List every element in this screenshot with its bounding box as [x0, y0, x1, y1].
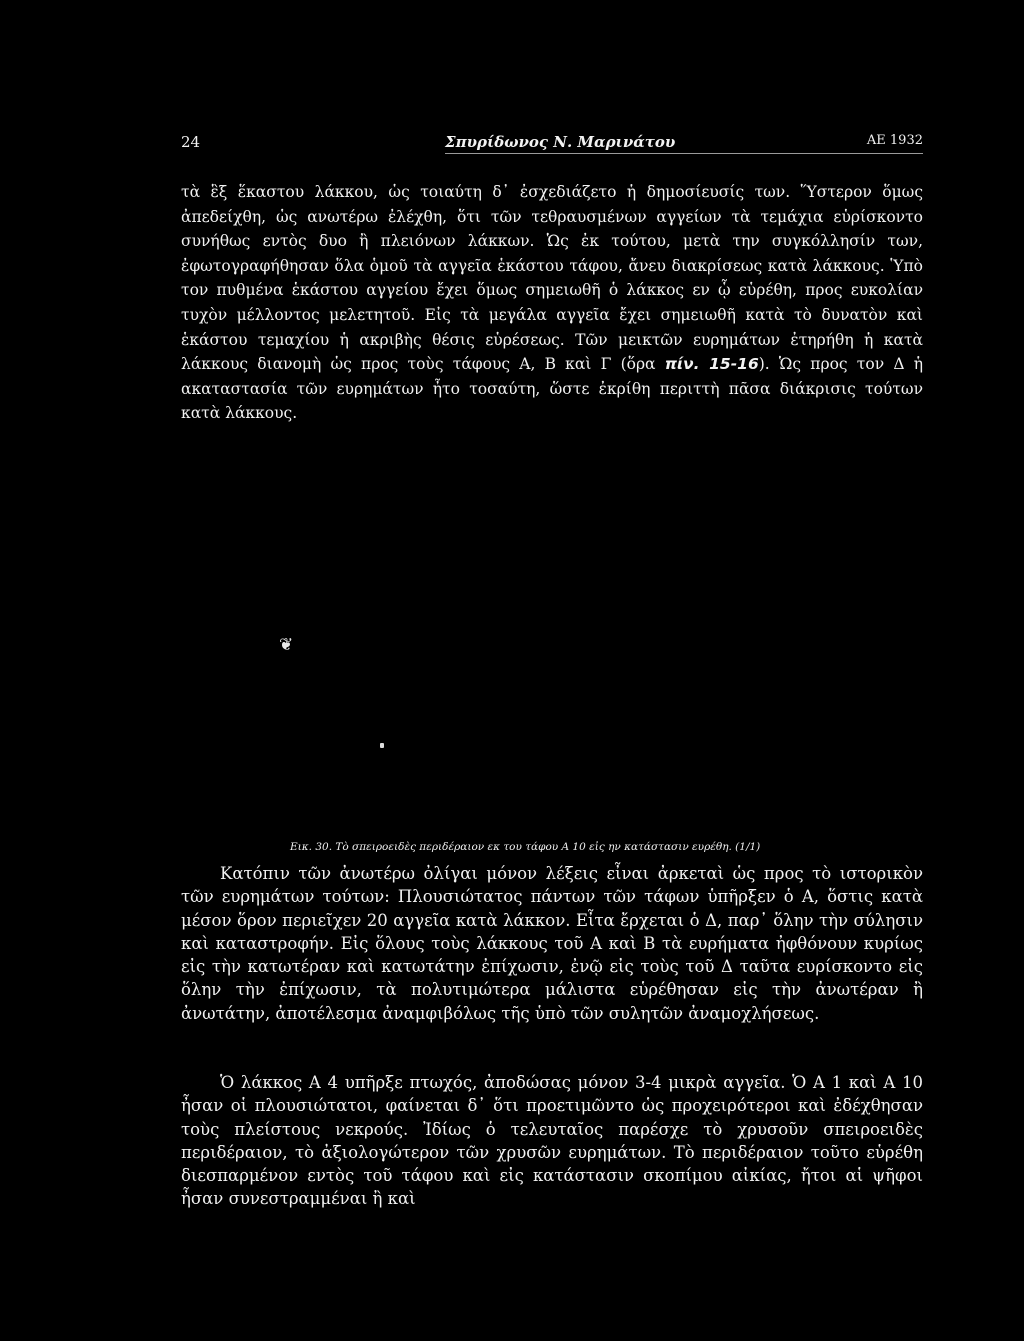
- journal-reference: ΑΕ 1932: [866, 133, 923, 148]
- figure-caption: [290, 841, 761, 853]
- figure-fragment-dot: [380, 743, 384, 748]
- paragraph-bottom-2: Ὁ λάκκος Α 4 υπῆρξε πτωχός, ἀποδώσας μόνον 3-4 μικρὰ αγγεῖα. Ὁ Α 1 καὶ Α 10 ἦσαν οἱ πλουσιώτατοι, φαίνεται δ᾽ ὅτι προετιμῶντο ὡς προχειρότεροι καὶ ἐδέχθησαν τοὺς πλείστους νεκρούς. Ἰδίως ὁ τελευταῖος παρέσχε τὸ χρυσοῦν σπειροειδὲς περιδέραιον, τὸ ἀξιολογώτερον τῶν χρυσῶν ευρημάτων. Τὸ περιδέραιον τοῦτο εὑρέθη διεσπαρμένον εντὸς τοῦ τάφου καὶ εἰς κατάστασιν σκοπίμου αἰκίας, ἤτοι αἱ ψῆφοι ἦσαν συνεστραμμέναι ἢ καὶ: [181, 1073, 923, 1209]
- page-header: [181, 133, 923, 157]
- paragraph-top-text-1: τὰ ἓξ ἕκαστου λάκκου, ὡς τοιαύτη δ᾽ ἐσχεδιάζετο ἡ δημοσίευσίς των. Ὕστερον ὅμως ἀπεδείχθη, ὡς ανωτέρω ἐλέχθη, ὅτι τῶν τεθραυσμένων αγγείων τὰ τεμάχια εὑρίσκοντο συνήθως εντὸς δυο ἢ πλειόνων λάκκων. Ὡς ἐκ τούτου, μετὰ την συγκόλλησίν των, ἐφωτογραφήθησαν ὅλα ὁμοῦ τὰ αγγεῖα ἑκάστου τάφου, ἄνευ διακρίσεως κατὰ λάκκους. Ὑπὸ τον πυθμένα ἑκάστου αγγείου ἔχει ὅμως σημειωθῆ ὁ λάκκος εν ᾧ εὑρέθη, προς ευκολίαν τυχὸν μέλλοντος μελετητοῦ. Εἰς τὰ μεγάλα αγγεῖα ἔχει σημειωθῆ κατὰ τὸ δυνατὸν καὶ ἑκάστου τεμαχίου ἡ ακριβὴς θέσις εὑρέσεως. Τῶν μεικτῶν ευρημάτων ἐτηρήθη ἡ κατὰ λάκκους διανομὴ ὡς προς τοὺς τάφους Α, Β καὶ Γ (ὅρα: [181, 183, 923, 374]
- figure-image: [181, 440, 923, 830]
- page-number: 24: [181, 133, 201, 151]
- header-rule: [445, 153, 923, 154]
- figure-fragment-mark: ❦: [279, 635, 294, 655]
- paragraph-top-text-2: ). Ὡς προς τον Δ ἡ ακαταστασία τῶν ευρημάτων ἦτο τοσαύτη, ὥστε ἐκρίθη περιττὴ πᾶσα διάκρισις τούτων κατὰ λάκκους.: [181, 355, 924, 423]
- paragraph-bottom-1: Κατόπιν τῶν ἀνωτέρω ὀλίγαι μόνον λέξεις εἶναι ἀρκεταὶ ὡς προς τὸ ιστορικὸν τῶν ευρημάτων τούτων: Πλουσιώτατος πάντων τῶν τάφων ὑπῆρξεν ὁ Α, ὅστις κατὰ μέσον ὅρον περιεῖχεν 20 αγγεῖα κατὰ λάκκον. Εἶτα ἔρχεται ὁ Δ, παρ᾽ ὅλην τὴν σύλησιν καὶ καταστροφήν. Εἰς ὅλους τοὺς λάκκους τοῦ Α καὶ Β τὰ ευρήματα ἠφθόνουν κυρίως εἰς τὴν κατωτέραν καὶ κατωτάτην ἐπίχωσιν, ἐνῷ εἰς τοὺς τοῦ Δ ταῦτα ευρίσκοντο εἰς ὅλην τὴν ἐπίχωσιν, τὰ πολυτιμώτερα μάλιστα εὑρέθησαν εἰς τὴν ἀνωτέραν ἢ ἀνωτάτην, ἀποτέλεσμα ἀναμφιβόλως τῆς ὑπὸ τῶν συλητῶν ἀναμοχλήσεως.: [181, 864, 923, 1023]
- caption-label: Εικ. 30.: [290, 841, 333, 853]
- caption-text: Τὸ σπειροειδὲς περιδέραιον εκ του τάφου Α 10 εἰς ην κατάστασιν ευρέθη.: [335, 841, 732, 853]
- caption-scale: (1/1): [735, 841, 761, 853]
- running-title: Σπυρίδωνος Ν. Μαρινάτου: [445, 133, 676, 151]
- paragraph-top: [181, 180, 923, 426]
- plate-reference: πίν. 15-16: [664, 355, 759, 374]
